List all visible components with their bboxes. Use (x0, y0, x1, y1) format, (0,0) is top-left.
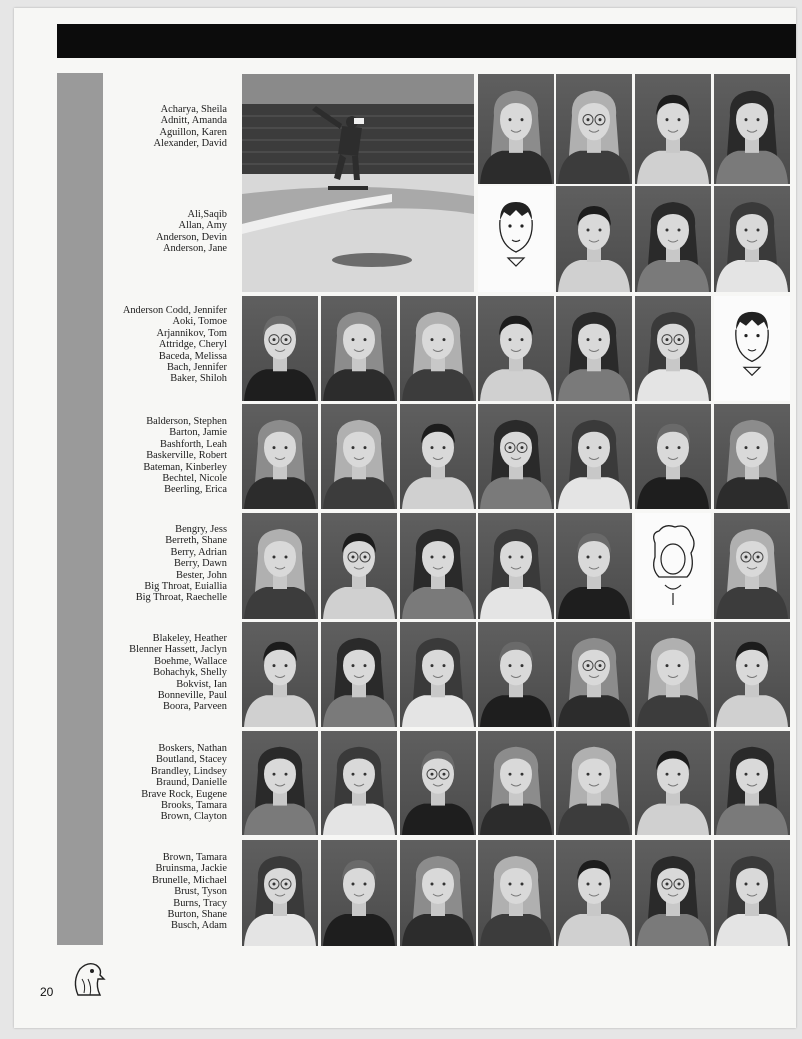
student-name: Braund, Danielle (156, 777, 227, 789)
student-portrait (242, 840, 318, 946)
student-name: Baker, Shiloh (170, 373, 227, 385)
student-name: Attridge, Cheryl (158, 339, 227, 351)
cartoon-portrait (714, 296, 790, 401)
student-name: Bruinsma, Jackie (155, 863, 227, 875)
student-portrait (400, 296, 476, 401)
student-name: Acharya, Sheila (160, 104, 227, 115)
student-name: Brown, Tamara (162, 852, 227, 863)
name-list (27, 852, 227, 932)
student-name: Baceda, Melissa (158, 350, 227, 362)
name-list (27, 743, 227, 823)
student-name: Big Throat, Euiallia (144, 581, 227, 593)
student-name: Brust, Tyson (174, 886, 227, 898)
student-name: Boehme, Wallace (154, 655, 227, 667)
student-portrait (714, 731, 790, 835)
student-portrait (321, 731, 397, 835)
student-portrait (714, 404, 790, 509)
student-name: Brooks, Tamara (160, 800, 227, 812)
student-portrait (242, 404, 318, 509)
student-name: Boutland, Stacey (156, 754, 227, 766)
student-name: Busch, Adam (171, 920, 227, 932)
student-portrait (400, 404, 476, 509)
student-portrait (400, 622, 476, 727)
cartoon-portrait (478, 186, 554, 292)
student-name: Big Throat, Raechelle (135, 592, 227, 604)
student-portrait (635, 731, 711, 835)
student-name: Berreth, Shane (165, 535, 227, 547)
student-name: Allan, Amy (178, 220, 227, 232)
student-portrait (635, 404, 711, 509)
student-portrait (635, 840, 711, 946)
student-name: Aoki, Tomoe (172, 316, 227, 328)
student-name: Bateman, Kinberley (143, 461, 227, 473)
student-name: Bechtel, Nicole (162, 473, 227, 485)
student-name: Bester, John (176, 569, 227, 581)
student-portrait (478, 731, 554, 835)
student-portrait (321, 840, 397, 946)
student-name: Burns, Tracy (173, 897, 227, 909)
student-name: Brown, Clayton (160, 811, 227, 823)
student-name: Aguillon, Karen (159, 126, 227, 138)
student-portrait (556, 296, 632, 401)
student-name: Berry, Dawn (174, 558, 227, 570)
student-name: Alexander, David (153, 138, 227, 150)
student-portrait (635, 74, 711, 184)
student-portrait (478, 404, 554, 509)
student-portrait (714, 622, 790, 727)
student-portrait (635, 296, 711, 401)
student-portrait (400, 513, 476, 619)
name-list (27, 416, 227, 496)
student-name: Brunelle, Michael (151, 874, 227, 886)
student-name: Anderson Codd, Jennifer (122, 305, 227, 316)
cartoon-portrait (635, 513, 711, 619)
student-name: Brandley, Lindsey (150, 765, 227, 777)
name-list (27, 633, 227, 713)
student-portrait (556, 186, 632, 292)
student-name: Blakeley, Heather (152, 633, 227, 644)
student-name: Blenner Hassett, Jaclyn (129, 644, 227, 656)
name-list (27, 209, 227, 255)
student-name: Boskers, Nathan (158, 743, 227, 754)
student-portrait (556, 513, 632, 619)
student-portrait (635, 622, 711, 727)
student-name: Boora, Parveen (162, 701, 227, 713)
student-portrait (714, 186, 790, 292)
student-portrait (242, 622, 318, 727)
student-portrait (242, 296, 318, 401)
student-name: Bashforth, Leah (160, 438, 227, 450)
student-portrait (635, 186, 711, 292)
page-number: 20 (40, 985, 54, 999)
name-list (27, 104, 227, 150)
student-portrait (400, 840, 476, 946)
student-portrait (556, 404, 632, 509)
name-list (27, 524, 227, 604)
student-portrait (478, 296, 554, 401)
student-portrait (321, 404, 397, 509)
student-portrait (478, 840, 554, 946)
student-portrait (556, 731, 632, 835)
student-portrait (478, 513, 554, 619)
student-portrait (400, 731, 476, 835)
parrot-mascot-icon (66, 957, 108, 999)
student-portrait (478, 622, 554, 727)
student-name: Brave Rock, Eugene (141, 788, 227, 800)
student-portrait (714, 513, 790, 619)
student-portrait (321, 296, 397, 401)
student-portrait (478, 74, 554, 184)
student-portrait (556, 622, 632, 727)
student-name: Adnitt, Amanda (160, 115, 227, 127)
student-portrait (714, 74, 790, 184)
skateboarder-photo (242, 74, 474, 292)
student-name: Arjannikov, Tom (156, 327, 227, 339)
student-portrait (556, 74, 632, 184)
student-name: Bohachyk, Shelly (153, 667, 227, 679)
student-name: Bokvist, Ian (176, 678, 227, 690)
student-name: Bonneville, Paul (157, 690, 227, 702)
student-name: Barton, Jamie (169, 427, 227, 439)
student-name: Berry, Adrian (170, 546, 227, 558)
student-name: Balderson, Stephen (146, 416, 227, 427)
student-portrait (242, 731, 318, 835)
student-name: Ali,Saqib (187, 209, 227, 220)
student-portrait (556, 840, 632, 946)
student-name: Burton, Shane (167, 909, 227, 921)
student-name: Anderson, Devin (156, 231, 227, 243)
student-name: Baskerville, Robert (146, 450, 227, 462)
student-portrait (714, 840, 790, 946)
student-portrait (321, 622, 397, 727)
student-name: Anderson, Jane (162, 243, 227, 255)
name-list (27, 305, 227, 385)
student-name: Beerling, Erica (164, 484, 227, 496)
header-bar (57, 24, 796, 58)
student-name: Bengry, Jess (175, 524, 227, 535)
student-portrait (321, 513, 397, 619)
student-portrait (242, 513, 318, 619)
student-name: Bach, Jennifer (166, 362, 227, 374)
